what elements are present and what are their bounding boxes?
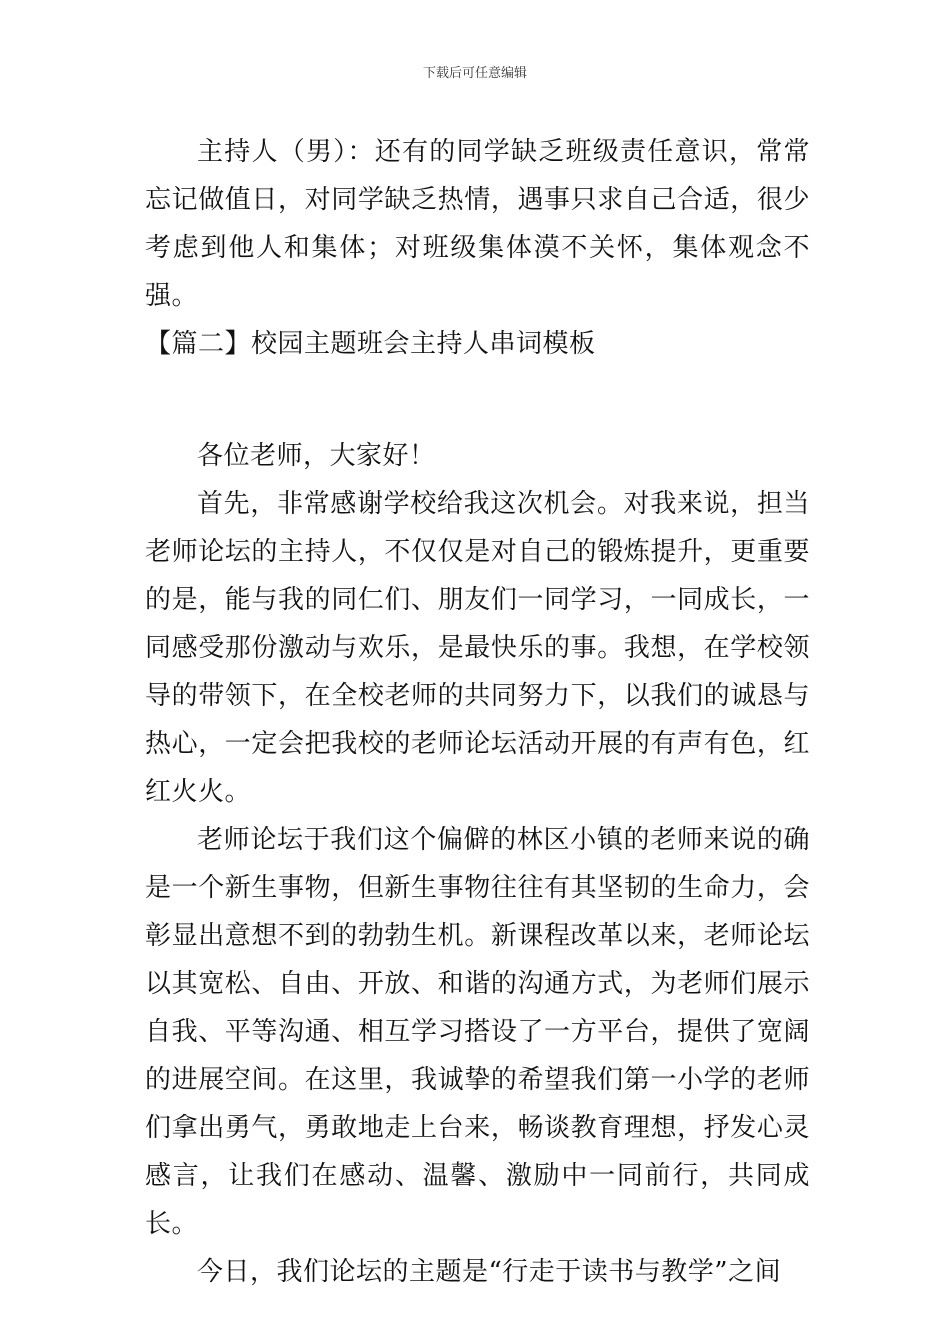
paragraph-greeting: 各位老师，大家好！ [197, 441, 436, 471]
blank-gap [145, 368, 810, 432]
page-header: 下载后可任意编辑 [422, 66, 527, 81]
paragraph-thanks: 首先，非常感谢学校给我这次机会。对我来说，担当老师论坛的主持人，不仅仅是对自己的锻炼提升，更重要的是，能与我的同仁们、朋友们一同学习，一同成长，一同感受那份激动与欢乐，是最快乐的事。我想，在学校领导的带领下，在全校老师的共同努力下，以我们的诚恳与热心，一定会把我校的老师论坛活动开展的有声有色，红红火火。 [145, 489, 810, 807]
section-heading: 【篇二】校园主题班会主持人串词模板 [145, 329, 596, 359]
document-body [145, 128, 810, 1296]
paragraph-forum-intro: 老师论坛于我们这个偏僻的林区小镇的老师来说的确是一个新生事物，但新生事物往往有其坚韧的生命力，会彰显出意想不到的勃勃生机。新课程改革以来，老师论坛以其宽松、自由、开放、和谐的沟通方式，为老师们展示自我、平等沟通、相互学习搭设了一方平台，提供了宽阔的进展空间。在这里，我诚挚的希望我们第一小学的老师们拿出勇气，勇敢地走上台来，畅谈教育理想，抒发心灵感言，让我们在感动、温馨、激励中一同前行，共同成长。 [145, 825, 810, 1239]
paragraph-topic: 今日，我们论坛的主题是“行走于读书与教学”之间 [197, 1257, 782, 1287]
paragraph-host-male: 主持人（男）：还有的同学缺乏班级责任意识，常常忘记做值日，对同学缺乏热情，遇事只求自己合适，很少考虑到他人和集体；对班级集体漠不关怀，集体观念不强。 [145, 137, 810, 311]
